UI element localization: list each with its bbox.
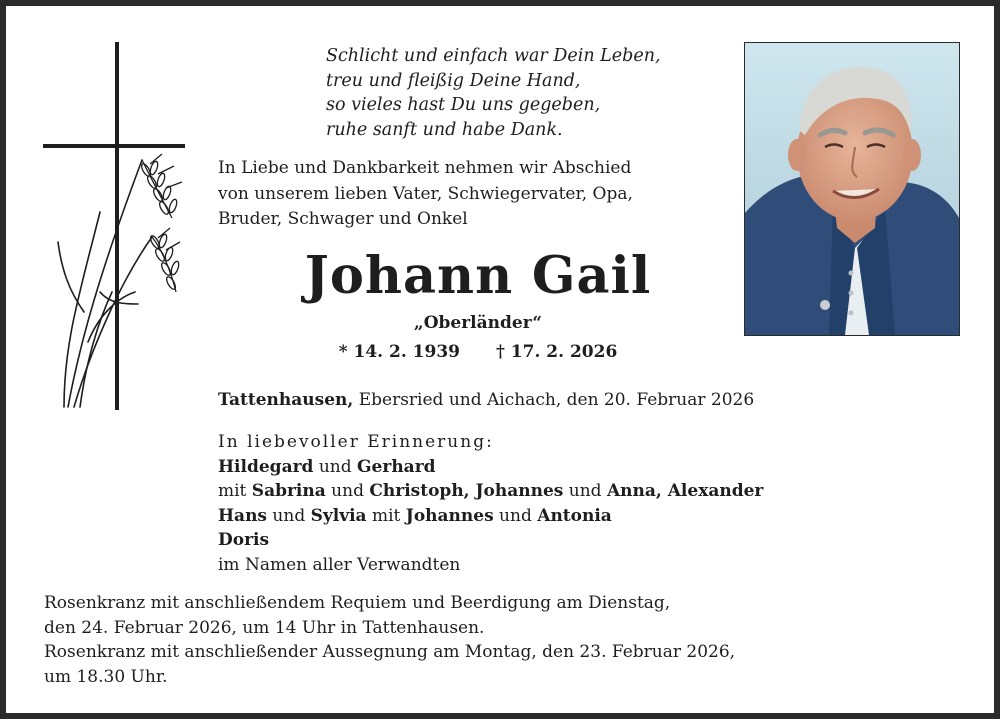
mourner-name: Hans xyxy=(218,505,268,526)
poem xyxy=(326,44,661,142)
mourner-name: Hildegard xyxy=(218,456,314,477)
mourner-name: Anna, Alexander xyxy=(606,481,764,501)
connector: und xyxy=(313,456,358,477)
portrait-photo xyxy=(744,42,960,336)
mourner-name: Christoph, Johannes xyxy=(369,481,564,501)
service-line: den 24. Februar 2026, um 14 Uhr in Tattenhausen. xyxy=(44,617,485,638)
service-info xyxy=(44,591,735,689)
place-date xyxy=(218,387,754,413)
mourner-name: Gerhard xyxy=(357,456,436,477)
mourner-name: Sabrina xyxy=(251,481,326,501)
connector: und xyxy=(563,481,607,501)
service-line: Rosenkranz mit anschließendem Requiem und Beerdigung am Dienstag, xyxy=(44,593,671,613)
mourner-name: Sylvia xyxy=(310,505,367,526)
intro-line: von unserem lieben Vater, Schwiegervater, Opa, xyxy=(218,183,633,204)
service-line: Rosenkranz mit anschließender Aussegnung am Montag, den 23. Februar 2026, xyxy=(44,642,736,662)
connector: mit xyxy=(218,481,252,501)
deceased-name: Johann Gail xyxy=(304,246,652,306)
life-dates xyxy=(218,339,738,365)
birth-date: * 14. 2. 1939 xyxy=(338,342,460,362)
connector: und xyxy=(325,481,370,501)
mourner-name: Johannes xyxy=(405,505,494,526)
intro-line: Bruder, Schwager und Onkel xyxy=(218,209,468,229)
mourner-name: Antonia xyxy=(537,505,612,526)
service-line: um 18.30 Uhr. xyxy=(44,666,168,687)
cross-with-wheat-icon xyxy=(40,42,200,416)
poem-line: treu und fleißig Deine Hand, xyxy=(326,70,581,91)
place-bold: Tattenhausen, xyxy=(218,390,354,410)
connector: und xyxy=(493,505,538,526)
mourners-line: Doris xyxy=(218,530,270,550)
intro-line: In Liebe und Dankbarkeit nehmen wir Abschied xyxy=(218,158,632,178)
deceased-nickname: „Oberländer“ xyxy=(413,313,543,333)
poem-line: Schlicht und einfach war Dein Leben, xyxy=(326,46,661,66)
place-rest: Ebersried und Aichach, den 20. Februar 2026 xyxy=(353,390,755,410)
mourners xyxy=(218,430,763,577)
intro-text xyxy=(218,156,633,233)
mourners-heading: In liebevoller Erinnerung: xyxy=(218,432,494,452)
poem-line: ruhe sanft und habe Dank. xyxy=(326,119,563,140)
mourners-line: im Namen aller Verwandten xyxy=(218,554,461,575)
poem-line: so vieles hast Du uns gegeben, xyxy=(326,95,601,115)
death-date: † 17. 2. 2026 xyxy=(496,342,618,362)
mourners-line xyxy=(218,504,763,529)
mourners-line xyxy=(218,455,763,480)
connector: mit xyxy=(366,505,406,526)
mourners-line xyxy=(218,479,763,504)
connector: und xyxy=(267,505,311,526)
